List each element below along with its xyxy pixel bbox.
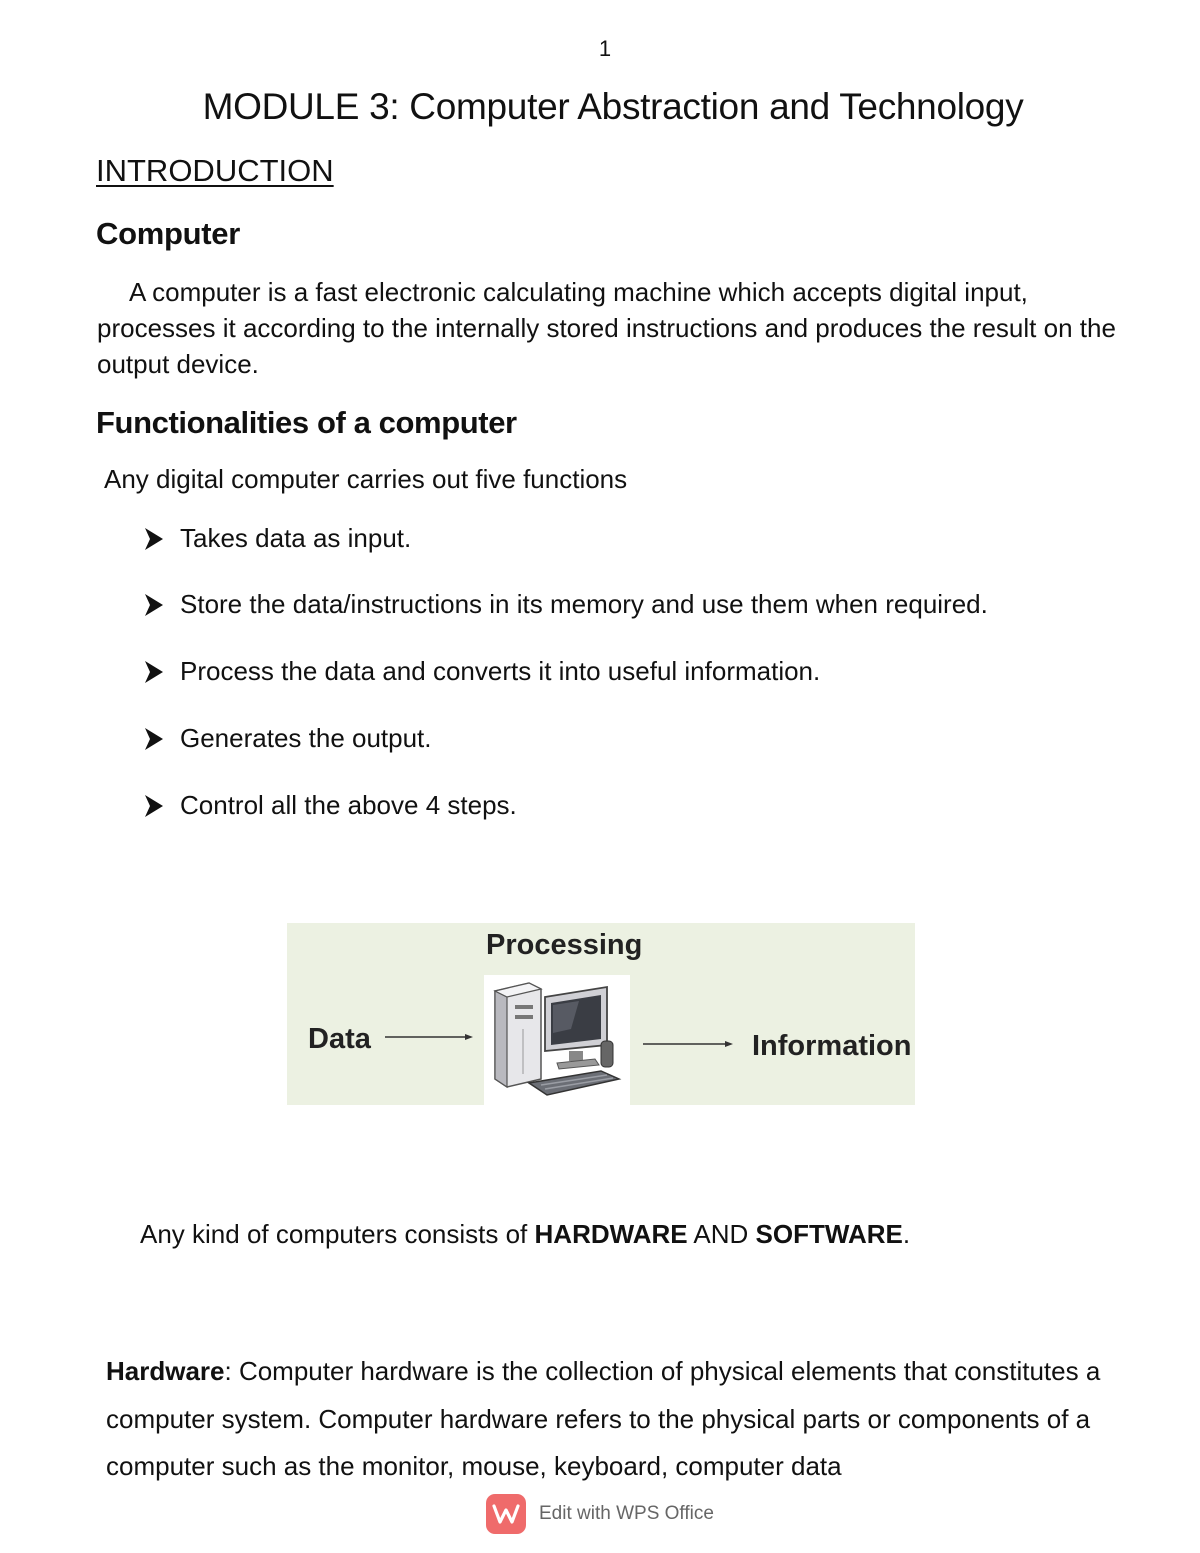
computer-definition-paragraph — [97, 274, 1127, 382]
arrow-bullet-icon — [145, 594, 163, 616]
data-label: Data — [308, 1023, 371, 1055]
list-item — [145, 656, 820, 687]
data-arrow-icon — [385, 1031, 475, 1043]
list-item — [145, 790, 517, 821]
page-number: 1 — [598, 36, 612, 61]
arrow-bullet-icon — [145, 728, 163, 750]
introduction-heading: INTRODUCTION — [96, 153, 334, 188]
computer-definition-text: A computer is a fast electronic calculating machine which accepts digital input, processes it according to the internally stored instructions and produces the result on the output device. — [97, 277, 1116, 379]
hardware-software-prefix: Any kind of computers consists of — [140, 1219, 535, 1249]
hardware-term: HARDWARE — [534, 1219, 688, 1249]
list-item-text: Store the data/instructions in its memory and use them when required. — [180, 589, 988, 619]
data-processing-figure — [287, 923, 915, 1105]
desktop-computer-icon — [489, 979, 624, 1101]
list-item — [145, 589, 988, 620]
hardware-software-connector: AND — [687, 1219, 756, 1249]
arrow-bullet-icon — [145, 795, 163, 817]
information-arrow-icon — [643, 1038, 735, 1050]
wps-watermark-text: Edit with WPS Office — [539, 1503, 714, 1524]
hardware-software-suffix: . — [902, 1219, 911, 1249]
software-term: SOFTWARE — [755, 1219, 903, 1249]
hardware-definition-term: Hardware — [106, 1356, 225, 1386]
list-item — [145, 523, 411, 554]
hardware-software-sentence — [140, 1219, 910, 1250]
list-item-text: Control all the above 4 steps. — [180, 790, 517, 820]
list-item-text: Generates the output. — [180, 723, 432, 753]
list-item — [145, 723, 432, 754]
hardware-definition-paragraph — [106, 1348, 1146, 1491]
list-item-text: Process the data and converts it into useful information. — [180, 656, 821, 686]
wps-watermark[interactable] — [486, 1494, 714, 1534]
arrow-bullet-icon — [145, 528, 163, 550]
hardware-definition-text: : Computer hardware is the collection of physical elements that constitutes a computer system. Computer hardware refers to the physical parts or components of a computer such as the monitor, mouse, keyboard, computer data — [106, 1356, 1101, 1481]
arrow-bullet-icon — [145, 661, 163, 683]
functionalities-intro: Any digital computer carries out five functions — [104, 464, 628, 494]
computer-heading: Computer — [96, 216, 240, 251]
functionalities-heading: Functionalities of a computer — [96, 405, 517, 440]
processing-label: Processing — [486, 929, 643, 961]
document-title: MODULE 3: Computer Abstraction and Technology — [202, 86, 1024, 127]
wps-logo-icon — [486, 1494, 526, 1534]
information-label: Information — [752, 1030, 912, 1062]
list-item-text: Takes data as input. — [180, 523, 412, 553]
